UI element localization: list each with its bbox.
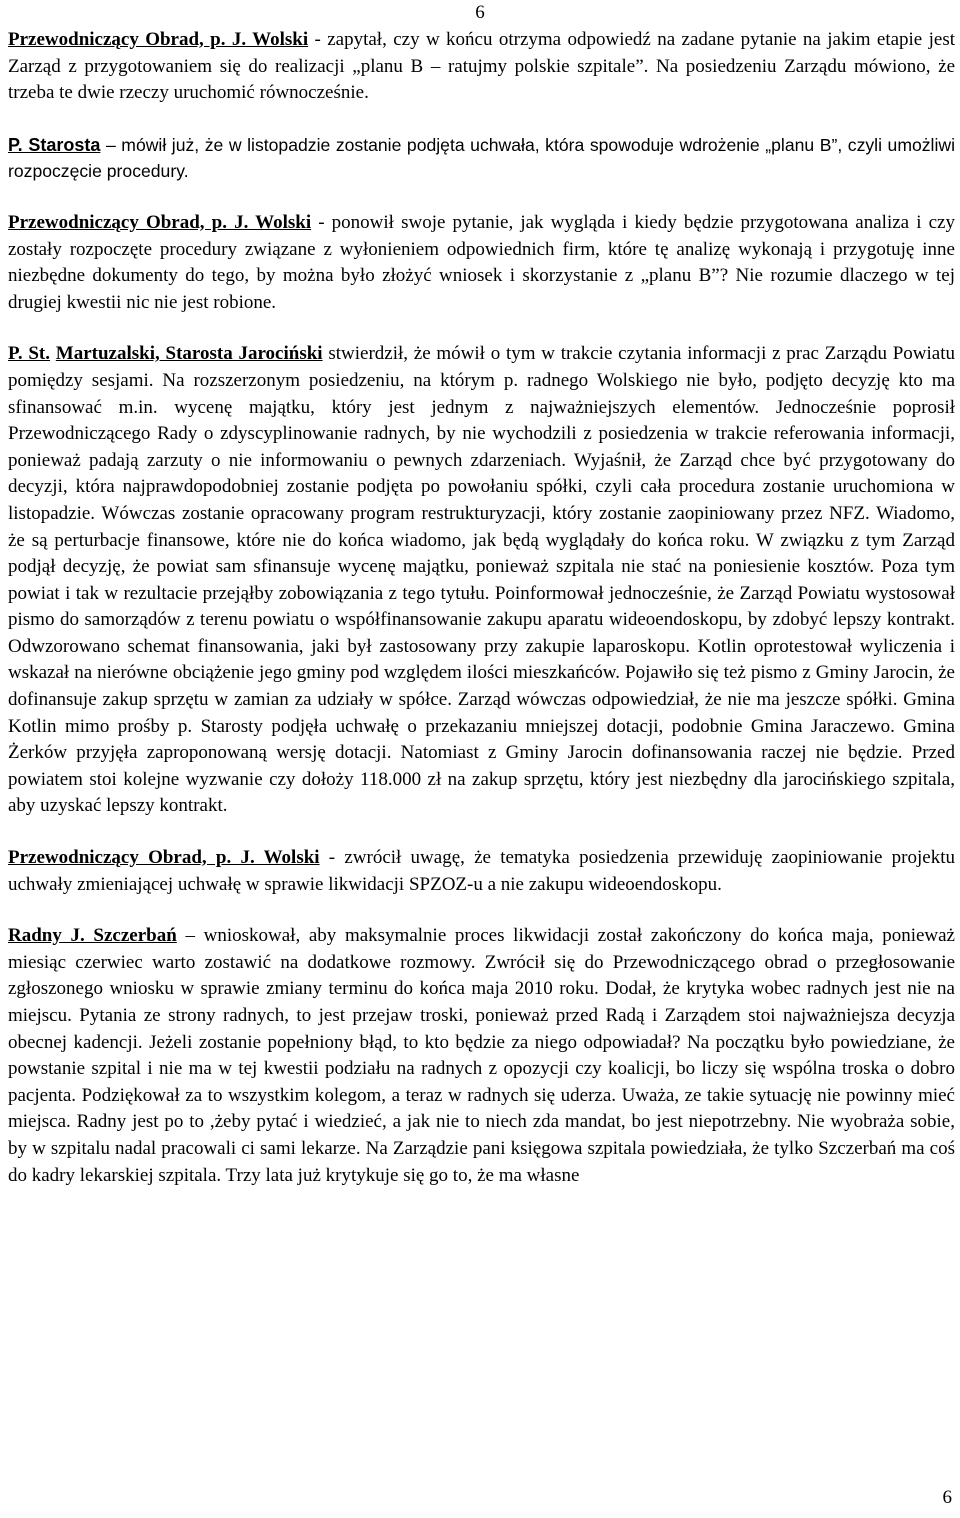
paragraph-text: - ponowił swoje pytanie, jak wygląda i kiedy będzie przygotowana analiza i czy zostały rozpoczęte procedury związane z wyłonieniem odpowiednich firm, które tę analizę wykonają i przygotuję inne niezbędne dokumenty do tego, by można było złożyć wniosek i skorzystanie z „planu B”? Nie rozumie dlaczego w tej drugiej kwestii nic nie jest robione. xyxy=(8,211,955,313)
paragraph-1 xyxy=(8,27,955,107)
speaker-name: Przewodniczący Obrad, p. J. Wolski xyxy=(8,211,312,233)
paragraph-5 xyxy=(8,845,955,898)
paragraph-text: - zapytał, czy w końcu otrzyma odpowiedź na zadane pytanie na jakim etapie jest Zarząd z przygotowaniem się do realizacji „planu B – ratujmy polskie szpitale”. Na posiedzeniu Zarządu mówiono, że trzeba te dwie rzeczy uruchomić równocześnie. xyxy=(8,29,955,104)
paragraph-text: – mówił już, że w listopadzie zostanie podjęta uchwała, która spowoduje wdrożenie „planu B”, czyli umożliwi rozpoczęcie procedury. xyxy=(8,134,955,182)
paragraph-4 xyxy=(8,341,955,820)
paragraph-text: - zwrócił uwagę, że tematyka posiedzenia przewiduję zaopiniowanie projektu uchwały zmieniającej uchwałę w sprawie likwidacji SPZOZ-u a nie zakupu wideoendoskopu. xyxy=(8,847,955,895)
paragraph-6 xyxy=(8,923,955,1189)
paragraph-text: stwierdził, że mówił o tym w trakcie czytania informacji z prac Zarządu Powiatu pomiędzy sesjami. Na rozszerzonym posiedzeniu, na którym p. radnego Wolskiego nie było, podjęto decyzję kto ma sfinansować m.in. wycenę majątku, który jest jednym z najważniejszych elementów. Jednocześnie poprosił Przewodniczącego Rady o zdyscyplinowanie radnych, by nie wychodzili z posiedzenia w trakcie referowania informacji, ponieważ padają zarzuty o nie informowaniu o pewnych zdarzeniach. Wyjaśnił, że Zarząd chce być przygotowany do decyzji, która najprawdopodobniej zostanie podjęta po powołaniu spółki, czyli cała procedura zostanie uruchomiona w listopadzie. Wówczas zostanie opracowany program restrukturyzacji, który zostanie zaopiniowany przez NFZ. Wiadomo, że są perturbacje finansowe, które nie do końca wiadomo, jak będą wyglądały do końca roku. W związku z tym Zarząd podjął decyzję, że powiat sam sfinansuje wycenę majątku, ponieważ szpitala nie stać na poniesienie kosztów. Poza tym powiat i tak w rezultacie przejąłby zobowiązania z tego tytułu. Poinformował jednocześnie, że Zarząd Powiatu wystosował pismo do samorządów z terenu powiatu o współfinansowanie zakupu aparatu wideoendoskopu, by zdobyć lepszy kontrakt. Odwzorowano schemat finansowania, jaki był zastosowany przy zakupie laparoskopu. Kotlin oprotestował wyliczenia i wskazał na nierówne obciążenie jego gminy pod względem ilości mieszkańców. Pojawiło się też pismo z Gminy Jarocin, że dofinansuje zakup sprzętu w zamian za udziały w spółce. Zarząd wówczas odpowiedział, że nie ma jeszcze spółki. Gmina Kotlin mimo prośby p. Starosty podjęła uchwałę o przekazaniu mniejszej dotacji, podobnie Gmina Jaraczewo. Gmina Żerków przyjęła zaproponowaną wersję dotacji. Natomiast z Gminy Jarocin dofinansowania raczej nie będzie. Przed powiatem stoi kolejne wyzwanie czy dołoży 118.000 zł na zakup sprzętu, który jest niezbędny dla jarocińskiego szpitala, aby uzyskać lepszy kontrakt. xyxy=(8,343,956,817)
speaker-name: P. Starosta xyxy=(8,134,101,155)
speaker-name: Radny J. Szczerbań xyxy=(8,925,177,947)
paragraph-2 xyxy=(8,132,955,185)
speaker-name: Przewodniczący Obrad, p. J. Wolski xyxy=(8,29,309,50)
page-number-top: 6 xyxy=(475,2,485,23)
speaker-name: Martuzalski, Starosta Jarociński xyxy=(55,343,323,365)
paragraph-text: – wnioskował, aby maksymalnie proces likwidacji został zakończony do końca maja, ponieważ miesiąc czerwiec warto zostawić na dodatkowe rozmowy. Zwrócił się do Przewodniczącego obrad o przegłosowanie zgłoszonego wniosku w sprawie zmiany terminu do końca maja 2010 roku. Dodał, że krytyka wobec radnych jest nie na miejscu. Pytania ze strony radnych, to jest przejaw troski, ponieważ przed Radą i Zarządem stoi najważniejsza decyzja obecnej kadencji. Jeżeli zostanie popełniony błąd, to kto będzie za niego odpowiadał? Na początku było powiedziane, że powstanie szpital i nie ma w tej kwestii podziału na radnych z opozycji czy koalicji, bo liczy się wspólna troska o dobro pacjenta. Podziękował za to wszystkim kolegom, a teraz w radnych się uderza. Uważa, ze takie sytuację nie powinny mieć miejsca. Radny jest po to ,żeby pytać i wiedzieć, a jak nie to niech zda mandat, bo jest niepotrzebny. Nie wyobraża sobie, by w szpitalu nadal pracowali ci sami lekarze. Na Zarządzie pani księgowa szpitala powiedziała, że tylko Szczerbań ma coś do kadry lekarskiej szpitala. Trzy lata już krytykuje się go to, że ma własne xyxy=(8,925,955,1186)
speaker-name: Przewodniczący Obrad, p. J. Wolski xyxy=(8,847,320,869)
paragraph-3 xyxy=(8,210,955,316)
page-number-bottom: 6 xyxy=(942,1487,952,1508)
speaker-prefix: P. St. xyxy=(8,343,51,365)
document-body xyxy=(8,27,955,1214)
